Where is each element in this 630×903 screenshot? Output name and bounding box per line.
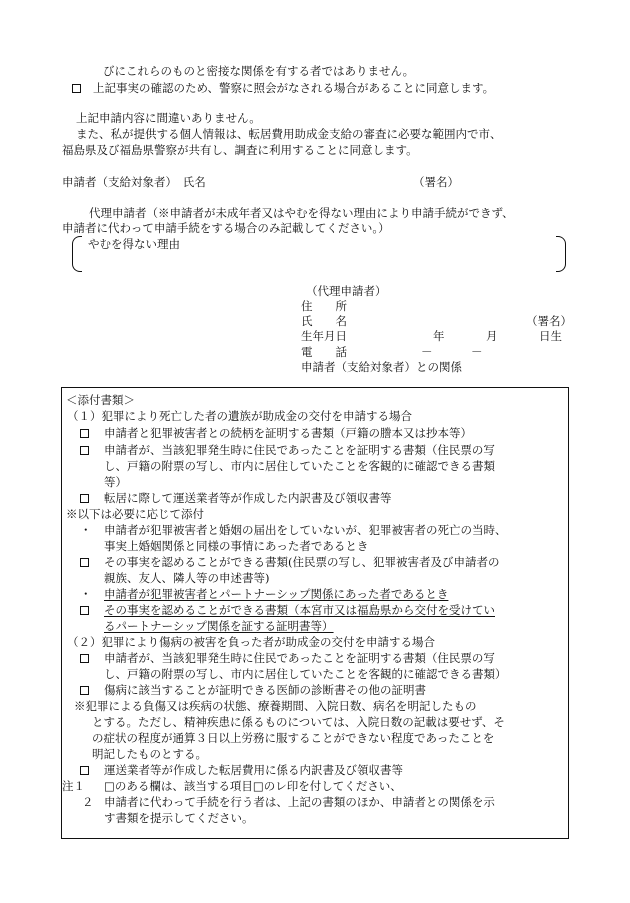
proxy-section-title: （代理申請者） bbox=[306, 284, 387, 298]
attachment-item-underlined: 申請者が犯罪被害者とパートナーシップ関係にあった者であるとき bbox=[104, 587, 449, 601]
proxy-address-label: 住 所 bbox=[301, 299, 347, 313]
applicant-signature: （署名） bbox=[413, 175, 459, 189]
medical-note-cont: 明記したものとする。 bbox=[92, 747, 207, 761]
attachment-item-cont: 事実上婚姻関係と同様の事情にあった者であるとき bbox=[104, 539, 369, 553]
consent-line-1: 上記申請内容に間違いありません。 bbox=[76, 111, 261, 125]
proxy-birth-year: 年 bbox=[433, 329, 445, 343]
consent-line-3: 福島県及び福島県警察が共有し、調査に利用することに同意します。 bbox=[62, 143, 418, 157]
proxy-phone-dash-2: － bbox=[471, 345, 483, 359]
attachment-item: 申請者が、当該犯罪発生時に住民であったことを証明する書類（住民票の写 bbox=[104, 443, 495, 457]
medical-note-cont: の症状の程度が通算３日以上労務に服することができない程度であったことを bbox=[92, 731, 495, 745]
note-1-text: □のある欄は、該当する項目□のレ印を付してください、 bbox=[104, 779, 402, 793]
checkbox[interactable] bbox=[80, 766, 89, 775]
attachment-item-underlined-cont: るパートナーシップ関係を証する証明書等） bbox=[104, 619, 334, 633]
medical-note-cont: とする。ただし、精神疾患に係るものについては、入院日数の記載は要せず、そ bbox=[92, 715, 505, 729]
attachment-item: 運送業者等が作成した転居費用に係る内訳書及び領収書等 bbox=[104, 763, 403, 777]
attachment-item-underlined: その事実を認めることができる書類（本宮市又は福島県から交付を受けてい bbox=[104, 603, 495, 617]
proxy-line-2: 申請者に代わって申請手続をする場合のみ記載してください。） bbox=[62, 221, 390, 235]
attachment-item-cont: 親族、友人、隣人等の申述書等) bbox=[104, 571, 270, 585]
note-1-number: 注１ bbox=[62, 779, 85, 793]
note-2-text-cont: す書類を提示してください。 bbox=[104, 811, 254, 825]
attachment-item: 申請者が犯罪被害者と婚姻の届出をしていないが、犯罪被害者の死亡の当時、 bbox=[104, 523, 507, 537]
proxy-relation-label: 申請者（支給対象者）との関係 bbox=[301, 360, 462, 374]
proxy-birth-day: 日生 bbox=[539, 329, 562, 343]
top-line-1: びにこれらのものと密接な関係を有する者ではありません。 bbox=[103, 64, 415, 78]
top-line-2-row bbox=[72, 81, 494, 96]
note-2-number: ２ bbox=[82, 795, 94, 809]
bullet: ・ bbox=[80, 587, 92, 601]
attachment-item-cont: 等） bbox=[104, 475, 127, 489]
section-2-heading: （２）犯罪により傷病の被害を負った者が助成金の交付を申請する場合 bbox=[67, 635, 435, 649]
checkbox[interactable] bbox=[80, 494, 89, 503]
checkbox[interactable] bbox=[72, 84, 81, 93]
attachment-item: 傷病に該当することが証明できる医師の診断書その他の証明書 bbox=[104, 683, 426, 697]
checkbox[interactable] bbox=[80, 558, 89, 567]
reason-label: やむを得ない理由 bbox=[88, 237, 180, 251]
attachment-item-cont: し、戸籍の附票の写し、市内に居住していたことを客観的に確認できる書類） bbox=[104, 667, 507, 681]
section-1-heading: （１）犯罪により死亡した者の遺族が助成金の交付を申請する場合 bbox=[67, 409, 412, 423]
proxy-line-1: 代理申請者（※申請者が未成年者又はやむを得ない理由により申請手続ができず、 bbox=[89, 206, 514, 220]
attachments-box bbox=[61, 387, 569, 839]
medical-note: ※犯罪による負傷又は疾病の状態、療養期間、入院日数、病名を明記したもの bbox=[74, 699, 477, 713]
top-line-2: 上記事実の確認のため、警察に照会がなされる場合があることに同意します。 bbox=[93, 81, 495, 95]
proxy-birth-month: 月 bbox=[486, 329, 498, 343]
checkbox[interactable] bbox=[80, 686, 89, 695]
bullet: ・ bbox=[80, 523, 92, 537]
proxy-name-label: 氏 名 bbox=[301, 314, 347, 328]
reason-bracket-right bbox=[556, 236, 566, 272]
consent-line-2: また、私が提供する個人情報は、転居費用助成金支給の審査に必要な範囲内で市、 bbox=[76, 127, 502, 141]
proxy-name-signature: （署名） bbox=[526, 314, 572, 328]
checkbox[interactable] bbox=[80, 429, 89, 438]
checkbox[interactable] bbox=[80, 606, 89, 615]
attachment-item-cont: し、戸籍の附票の写し、市内に居住していたことを客観的に確認できる書類 bbox=[104, 459, 495, 473]
proxy-phone-label: 電 話 bbox=[301, 345, 347, 359]
note-2-text: 申請者に代わって手続を行う者は、上記の書類のほか、申請者との関係を示 bbox=[104, 795, 495, 809]
optional-note: ※以下は必要に応じて添付 bbox=[66, 507, 204, 521]
checkbox[interactable] bbox=[80, 446, 89, 455]
attachment-item: 申請者と犯罪被害者との続柄を証明する書類（戸籍の謄本又は抄本等） bbox=[104, 426, 472, 440]
attachment-item: 転居に際して運送業者等が作成した内訳書及び領収書等 bbox=[104, 491, 392, 505]
attachment-item: 申請者が、当該犯罪発生時に住民であったことを証明する書類（住民票の写 bbox=[104, 651, 495, 665]
checkbox[interactable] bbox=[80, 654, 89, 663]
applicant-label: 申請者（支給対象者） 氏名 bbox=[62, 175, 206, 189]
proxy-phone-dash-1: － bbox=[421, 345, 433, 359]
attachments-title: ＜添付書類＞ bbox=[66, 393, 135, 407]
attachment-item: その事実を認めることができる書類(住民票の写し、犯罪被害者及び申請者の bbox=[104, 555, 500, 569]
proxy-birth-label: 生年月日 bbox=[301, 329, 347, 343]
reason-bracket-left bbox=[72, 236, 82, 272]
